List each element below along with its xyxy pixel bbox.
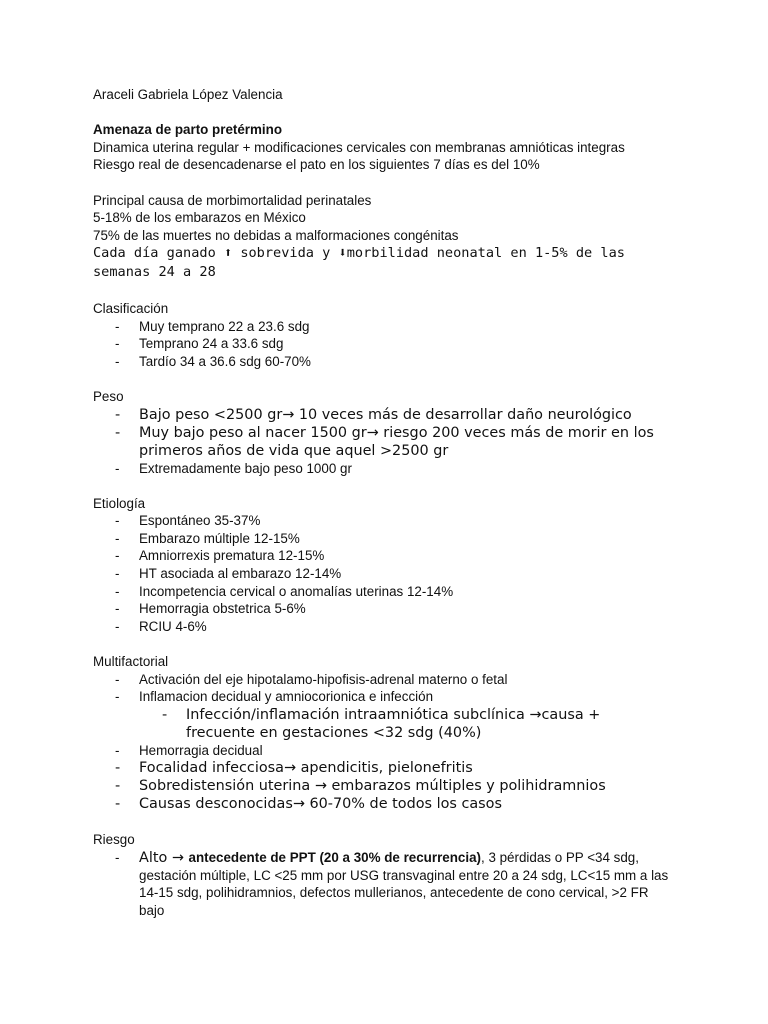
list-item: - Inflamacion decidual y amniocorionica e infección	[93, 688, 693, 706]
list-item: - Hemorragia decidual	[93, 742, 693, 760]
risk-details: , 3 pérdidas o PP <34 sdg, gestación múltiple, LC <25 mm por USG transvaginal entre 20 a 24 sdg, LC<15 mm a las 14-15 sdg, polihidramnios, defectos mullerianos, antecedente de cono cervical, >2 FR bajo	[139, 849, 669, 918]
section-title-riesgo: Riesgo	[93, 832, 135, 847]
section-heading-amenaza: Amenaza de parto pretérmino	[93, 122, 282, 138]
sub-list-item: - Infección/inflamación intraamniótica subclínica →causa + frecuente en gestaciones <32 sdg (40%)	[93, 706, 669, 742]
list-item: - Bajo peso <2500 gr→ 10 veces más de desarrollar daño neurológico	[93, 406, 693, 424]
list-item: - Temprano 24 a 33.6 sdg	[93, 335, 693, 353]
definition-line: Dinamica uterina regular + modificaciones cervicales con membranas amnióticas integras	[93, 139, 625, 155]
section-title-multifactorial: Multifactorial	[93, 654, 169, 670]
list-item: - HT asociada al embarazo 12-14%	[93, 565, 693, 583]
list-item: - Amniorrexis prematura 12-15%	[93, 547, 693, 565]
list-item: - Extremadamente bajo peso 1000 gr	[93, 460, 693, 478]
stat-line-3: 75% de las muertes no debidas a malformaciones congénitas	[93, 227, 459, 243]
stat-line-1: Principal causa de morbimortalidad perinatales	[93, 192, 372, 208]
section-title-clasificacion: Clasificación	[93, 300, 169, 316]
list-item: - Sobredistensión uterina → embarazos múltiples y polihidramnios	[93, 777, 693, 795]
document-page	[93, 86, 693, 919]
list-item: - RCIU 4-6%	[93, 618, 693, 636]
section-title-etiologia: Etiología	[93, 495, 146, 511]
risk-level-label: Alto →	[139, 849, 189, 866]
list-item: - Activación del eje hipotalamo-hipofisis-adrenal materno o fetal	[93, 671, 693, 689]
risk-highlight: antecedente de PPT (20 a 30% de recurrencia)	[188, 849, 481, 865]
list-item-riesgo-alto	[93, 849, 669, 920]
author-name: Araceli Gabriela López Valencia	[93, 87, 283, 102]
list-item: - Muy temprano 22 a 23.6 sdg	[93, 318, 693, 336]
list-item: - Embarazo múltiple 12-15%	[93, 530, 693, 548]
risk-line: Riesgo real de desencadenarse el pato en los siguientes 7 días es del 10%	[93, 157, 540, 173]
list-item: - Tardío 34 a 36.6 sdg 60-70%	[93, 353, 693, 371]
list-item: - Incompetencia cervical o anomalías uterinas 12-14%	[93, 583, 693, 601]
list-item: - Focalidad infecciosa→ apendicitis, pielonefritis	[93, 759, 693, 777]
stat-line-2: 5-18% de los embarazos en México	[93, 210, 306, 226]
list-item: - Hemorragia obstetrica 5-6%	[93, 600, 693, 618]
section-title-peso: Peso	[93, 388, 124, 404]
stat-line-4: Cada día ganado ⬆ sobrevida y ⬇morbilidad neonatal en 1-5% de las semanas 24 a 28	[93, 245, 625, 281]
list-item: - Espontáneo 35-37%	[93, 512, 693, 530]
list-item: - Causas desconocidas→ 60-70% de todos los casos	[93, 795, 693, 813]
list-item: - Muy bajo peso al nacer 1500 gr→ riesgo 200 veces más de morir en los primeros años de vida que aquel >2500 gr	[93, 424, 669, 460]
